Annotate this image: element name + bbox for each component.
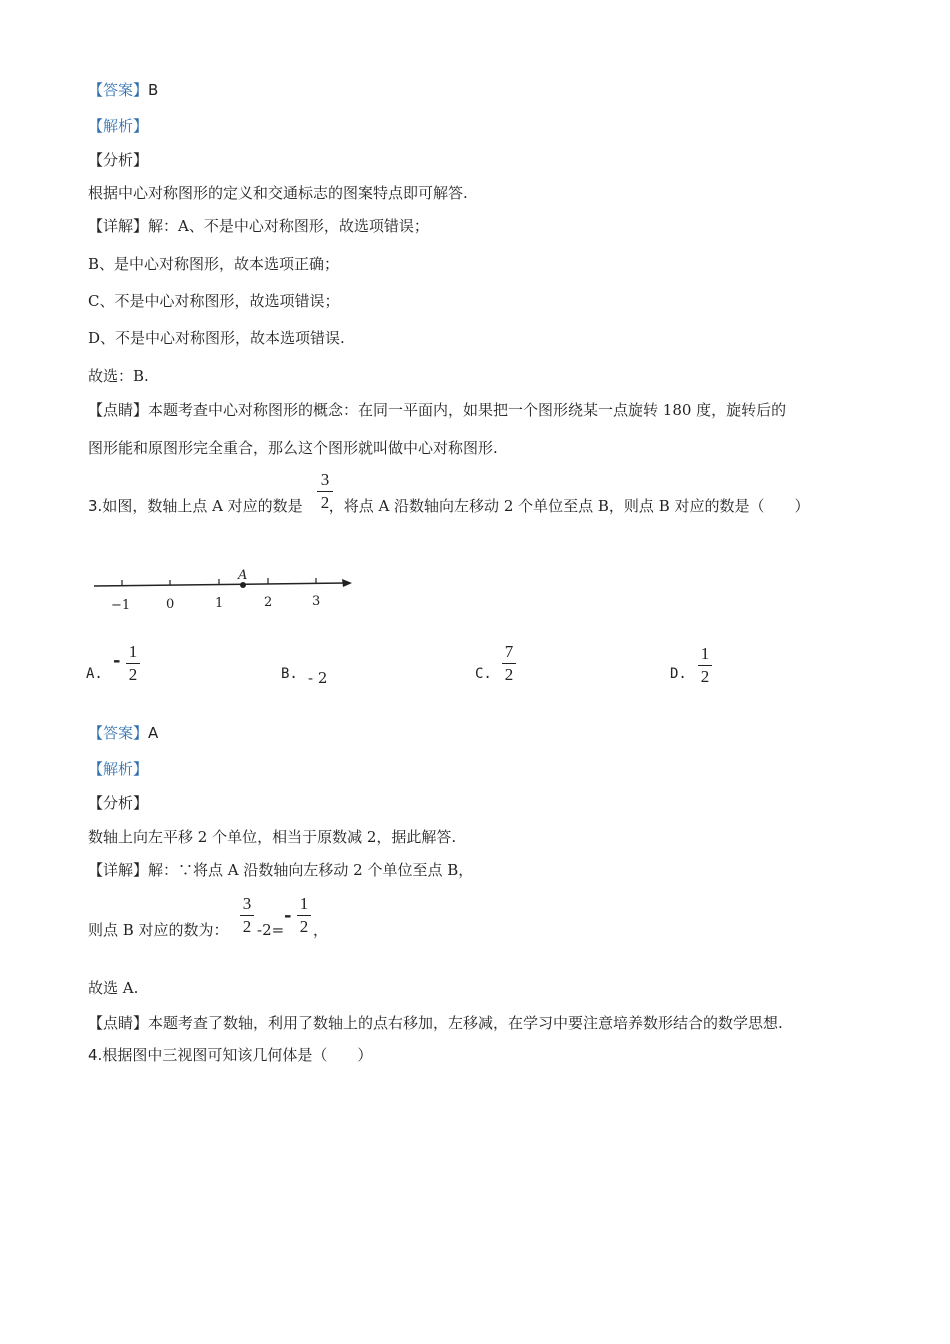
detail-text: 解：∵将点 A 沿数轴向左移动 2 个单位至点 B， [148,861,474,879]
option-c-label: C. [475,666,492,682]
answer-value: A [148,724,159,742]
answer-tag: 【答案】 [88,724,149,742]
fenxi-text: 数轴上向左平移 2 个单位，相当于原数减 2，据此解答. [88,828,457,846]
tick-label-1: 1 [215,596,224,611]
question-3-stem [88,496,810,516]
analysis-tag: 【解析】 [88,117,149,135]
dianjing-tag: 【点睛】 [88,1014,149,1032]
dianjing-text-1: 本题考查中心对称图形的概念：在同一平面内，如果把一个图形绕某一点旋转 180 度，旋转后的 [148,401,787,419]
tick-label-0: 0 [166,597,175,612]
line-b: B、是中心对称图形，故本选项正确； [88,255,340,273]
answer-line [88,80,158,100]
fraction-denominator: 2 [320,493,330,512]
fenxi-tag: 【分析】 [88,151,149,169]
stem-part-2: ，将点 A 沿数轴向左移动 2 个单位至点 B，则点 B 对应的数是（ ） [328,497,810,515]
dianjing-line-2: 图形能和原图形完全重合，那么这个图形就叫做中心对称图形. [88,439,498,457]
axis-line [94,583,346,586]
calc-end: ， [313,921,329,939]
calc-fraction-1: 3 2 [240,895,254,936]
choose-line: 故选 A. [88,979,139,997]
option-a-label: A. [86,666,103,682]
dianjing-line [88,1013,783,1033]
point-a-label: A [238,568,248,583]
question-4-stem [88,1045,372,1065]
dianjing-tag: 【点睛】 [88,401,149,419]
choose-line: 故选：B. [88,367,149,385]
calc-sign: - [284,905,292,926]
fraction-numerator: 3 [320,470,330,489]
analysis-tag: 【解析】 [88,760,149,778]
detail-line [88,216,429,236]
option-a-fraction: 1 2 [126,643,140,684]
fenxi-tag: 【分析】 [88,794,149,812]
question-number: 3. [88,497,103,515]
fenxi-text: 根据中心对称图形的定义和交通标志的图案特点即可解答. [88,184,468,202]
detail-tag: 【详解】 [88,217,149,235]
stem-part-1: 如图，数轴上点 A 对应的数是 [102,497,303,515]
option-d-fraction: 1 2 [698,645,712,686]
question-number: 4. [88,1046,103,1064]
tick-label-neg1: −1 [111,598,131,613]
line-c: C、不是中心对称图形，故选项错误； [88,292,340,310]
option-b-label: B. [281,666,298,682]
axis-arrow [342,579,352,587]
calc-fraction-2: 1 2 [297,895,311,936]
option-c-fraction: 7 2 [502,643,516,684]
stem-text: 根据图中三视图可知该几何体是（ ） [102,1046,373,1064]
option-d-label: D. [670,666,687,682]
dianjing-line-1 [88,400,786,420]
calc-middle: -2= [257,921,285,939]
answer-value: B [148,81,159,99]
line-d: D、不是中心对称图形，故本选项错误. [88,329,345,347]
stem-fraction [317,471,333,512]
option-b-value: - 2 [308,669,328,687]
detail-tag: 【详解】 [88,861,149,879]
detail-line [88,860,473,880]
dianjing-text: 本题考查了数轴，利用了数轴上的点右移加，左移减，在学习中要注意培养数形结合的数学思想. [148,1014,783,1032]
option-a-sign: - [113,650,121,671]
tick-label-3: 3 [312,594,321,609]
answer-tag: 【答案】 [88,81,149,99]
tick-label-2: 2 [264,595,273,610]
calc-prefix: 则点 B 对应的数为： [88,921,229,939]
answer-line [88,723,158,743]
detail-text: 解：A、不是中心对称图形，故选项错误； [148,217,429,235]
